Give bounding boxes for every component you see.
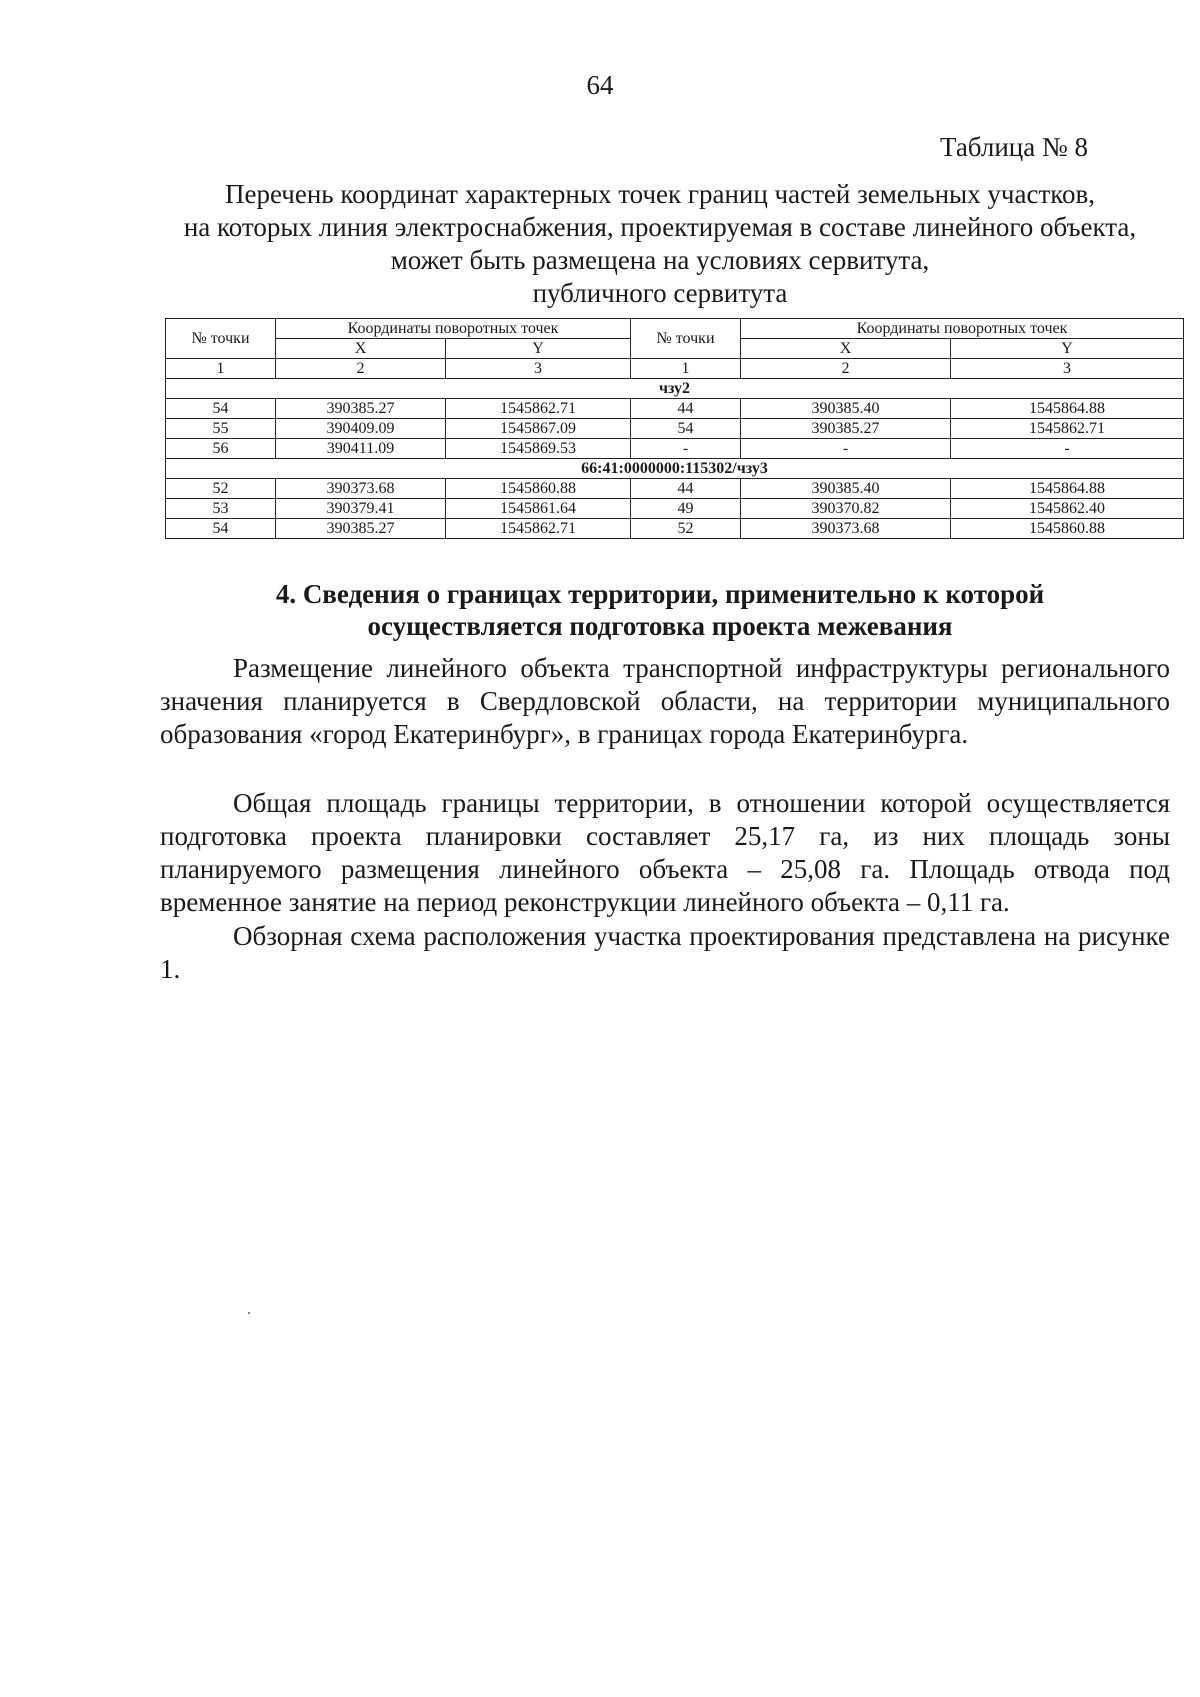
group-header: 66:41:0000000:115302/чзу3 [166,459,1184,479]
table-cell: 53 [166,499,276,519]
table-row [166,399,1184,419]
table-cell: - [741,439,951,459]
table-row [166,479,1184,499]
table-cell: 390385.40 [741,479,951,499]
table-cell: 1545862.71 [951,419,1184,439]
table-cell: 52 [631,519,741,539]
table-cell: 1545862.71 [446,519,631,539]
column-number: 1 [166,359,276,379]
coordinates-table [165,318,1184,539]
table-row [166,519,1184,539]
paragraph [160,787,1170,919]
column-number: 2 [276,359,446,379]
table-cell: 390385.40 [741,399,951,419]
paragraph-text: Общая площадь границы территории, в отношении которой осуществляется подготовка проекта планировки составляет 25,17 га, из них площадь зоны планируемого размещения линейного объекта – 25,08 га. Площадь отвода под временное занятие на период реконструкции линейного объекта – 0,11 га. [160,788,1170,917]
table-cell: 1545860.88 [446,479,631,499]
table-cell: 1545861.64 [446,499,631,519]
table-cell: 390373.68 [741,519,951,539]
table-cell: 390385.27 [741,419,951,439]
table-cell: 390373.68 [276,479,446,499]
table-cell: 1545860.88 [951,519,1184,539]
table-cell: 55 [166,419,276,439]
table-cell: 54 [166,399,276,419]
column-number: 3 [951,359,1184,379]
table-title-line: может быть размещена на условиях сервитута, [390,245,930,275]
table-cell: 1545862.71 [446,399,631,419]
table-row [166,419,1184,439]
paragraph [160,920,1170,986]
table-cell: 49 [631,499,741,519]
table-title-line: Перечень координат характерных точек границ частей земельных участков, [224,179,1096,209]
header-y-left: Y [446,339,631,359]
paragraph-text: Размещение линейного объекта транспортной инфраструктуры регионального значения планируется в Свердловской области, на территории муниципального образования «город Екатеринбург», в границах города Екатеринбурга. [160,653,1170,749]
table-cell: 390370.82 [741,499,951,519]
table-cell: 52 [166,479,276,499]
group-header: чзу2 [166,379,1184,399]
table-cell: 390385.27 [276,519,446,539]
page-number: 64 [586,70,614,100]
paragraph-text: Обзорная схема расположения участка проектирования представлена на рисунке 1. [160,921,1170,984]
header-point-no-left: № точки [166,319,276,359]
table-cell: - [951,439,1184,459]
column-number-row [166,359,1184,379]
table-title [160,178,1160,310]
scan-speck [248,1312,250,1314]
table-cell: 390379.41 [276,499,446,519]
table-cell: 1545864.88 [951,479,1184,499]
section-heading-line: осуществляется подготовка проекта межевания [367,611,953,641]
table-cell: 1545869.53 [446,439,631,459]
table-cell: 390409.09 [276,419,446,439]
section-heading-line: 4. Сведения о границах территории, применительно к которой [275,579,1045,609]
table-row [166,439,1184,459]
table-caption: Таблица № 8 [940,132,1088,162]
table-cell: 390385.27 [276,399,446,419]
header-point-no-right: № точки [631,319,741,359]
table-title-line: на которых линия электроснабжения, проектируемая в составе линейного объекта, [183,212,1137,242]
header-x-left: X [276,339,446,359]
table-row [166,499,1184,519]
header-y-right: Y [951,339,1184,359]
table-cell: 44 [631,399,741,419]
column-number: 1 [631,359,741,379]
header-coords-left: Координаты поворотных точек [276,319,631,339]
header-x-right: X [741,339,951,359]
table-cell: 1545862.40 [951,499,1184,519]
table-cell: 1545867.09 [446,419,631,439]
table-cell: 1545864.88 [951,399,1184,419]
paragraph [160,652,1170,751]
table-cell: - [631,439,741,459]
header-coords-right: Координаты поворотных точек [741,319,1184,339]
table-cell: 56 [166,439,276,459]
table-cell: 54 [166,519,276,539]
table-cell: 44 [631,479,741,499]
column-number: 2 [741,359,951,379]
section-heading [160,578,1160,642]
table-title-line: публичного сервитута [532,278,788,308]
column-number: 3 [446,359,631,379]
table-cell: 390411.09 [276,439,446,459]
table-cell: 54 [631,419,741,439]
